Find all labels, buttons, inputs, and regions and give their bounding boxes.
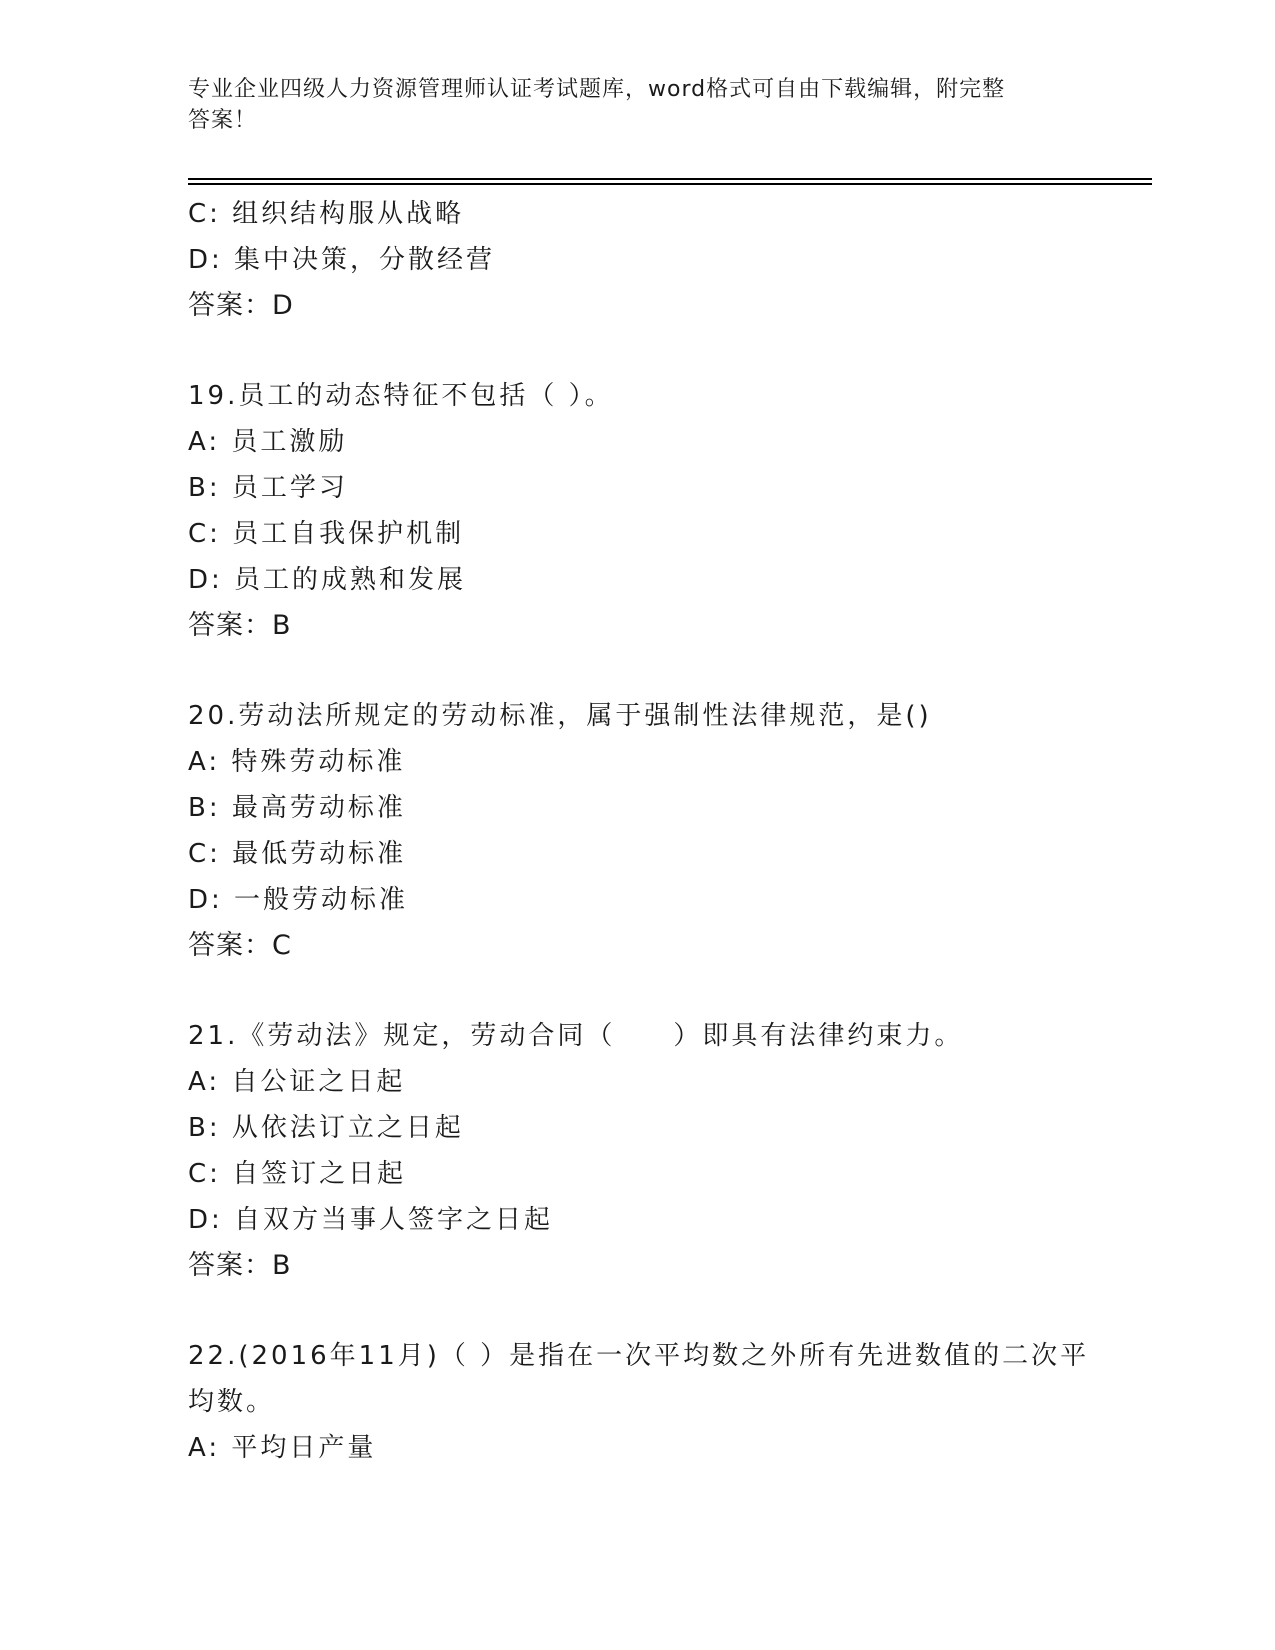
answer: 答案：B (188, 1250, 292, 1281)
question-stem-line-2: 均数。 (188, 1387, 276, 1417)
option-c: C: 自签订之日起 (188, 1159, 407, 1189)
question-list (188, 191, 1088, 1471)
option-b: B: 员工学习 (188, 473, 348, 503)
question-20 (188, 693, 1088, 969)
option-c: C: 最低劳动标准 (188, 839, 407, 869)
question-stem: 19.员工的动态特征不包括（ ）。 (188, 381, 614, 411)
question-stem-line-1: 22.(2016年11月)（ ）是指在一次平均数之外所有先进数值的二次平 (188, 1341, 1090, 1371)
option-b: B: 从依法订立之日起 (188, 1113, 464, 1143)
question-21 (188, 1013, 1088, 1289)
option-a: A: 平均日产量 (188, 1433, 377, 1463)
document-header (188, 74, 1068, 136)
answer: 答案：D (188, 290, 294, 321)
option-a: A: 特殊劳动标准 (188, 747, 406, 777)
option-d: D: 一般劳动标准 (188, 885, 409, 915)
option-c: C: 组织结构服从战略 (188, 199, 465, 229)
question-stem: 20.劳动法所规定的劳动标准，属于强制性法律规范，是() (188, 701, 932, 731)
option-d: D: 集中决策，分散经营 (188, 245, 496, 275)
option-a: A: 自公证之日起 (188, 1067, 406, 1097)
answer: 答案：C (188, 930, 292, 961)
option-d: D: 员工的成熟和发展 (188, 565, 467, 595)
header-divider-top (188, 178, 1152, 180)
answer: 答案：B (188, 610, 292, 641)
option-c: C: 员工自我保护机制 (188, 519, 465, 549)
header-divider-bottom (188, 183, 1152, 185)
header-line-2: 答案！ (188, 108, 258, 133)
question-22 (188, 1333, 1088, 1471)
question-18-tail (188, 191, 1088, 329)
question-19 (188, 373, 1088, 649)
option-a: A: 员工激励 (188, 427, 348, 457)
header-line-1: 专业企业四级人力资源管理师认证考试题库，word格式可自由下载编辑，附完整 (188, 77, 1006, 102)
option-b: B: 最高劳动标准 (188, 793, 406, 823)
option-d: D: 自双方当事人签字之日起 (188, 1205, 554, 1235)
question-stem: 21.《劳动法》规定，劳动合同（ ）即具有法律约束力。 (188, 1021, 964, 1051)
